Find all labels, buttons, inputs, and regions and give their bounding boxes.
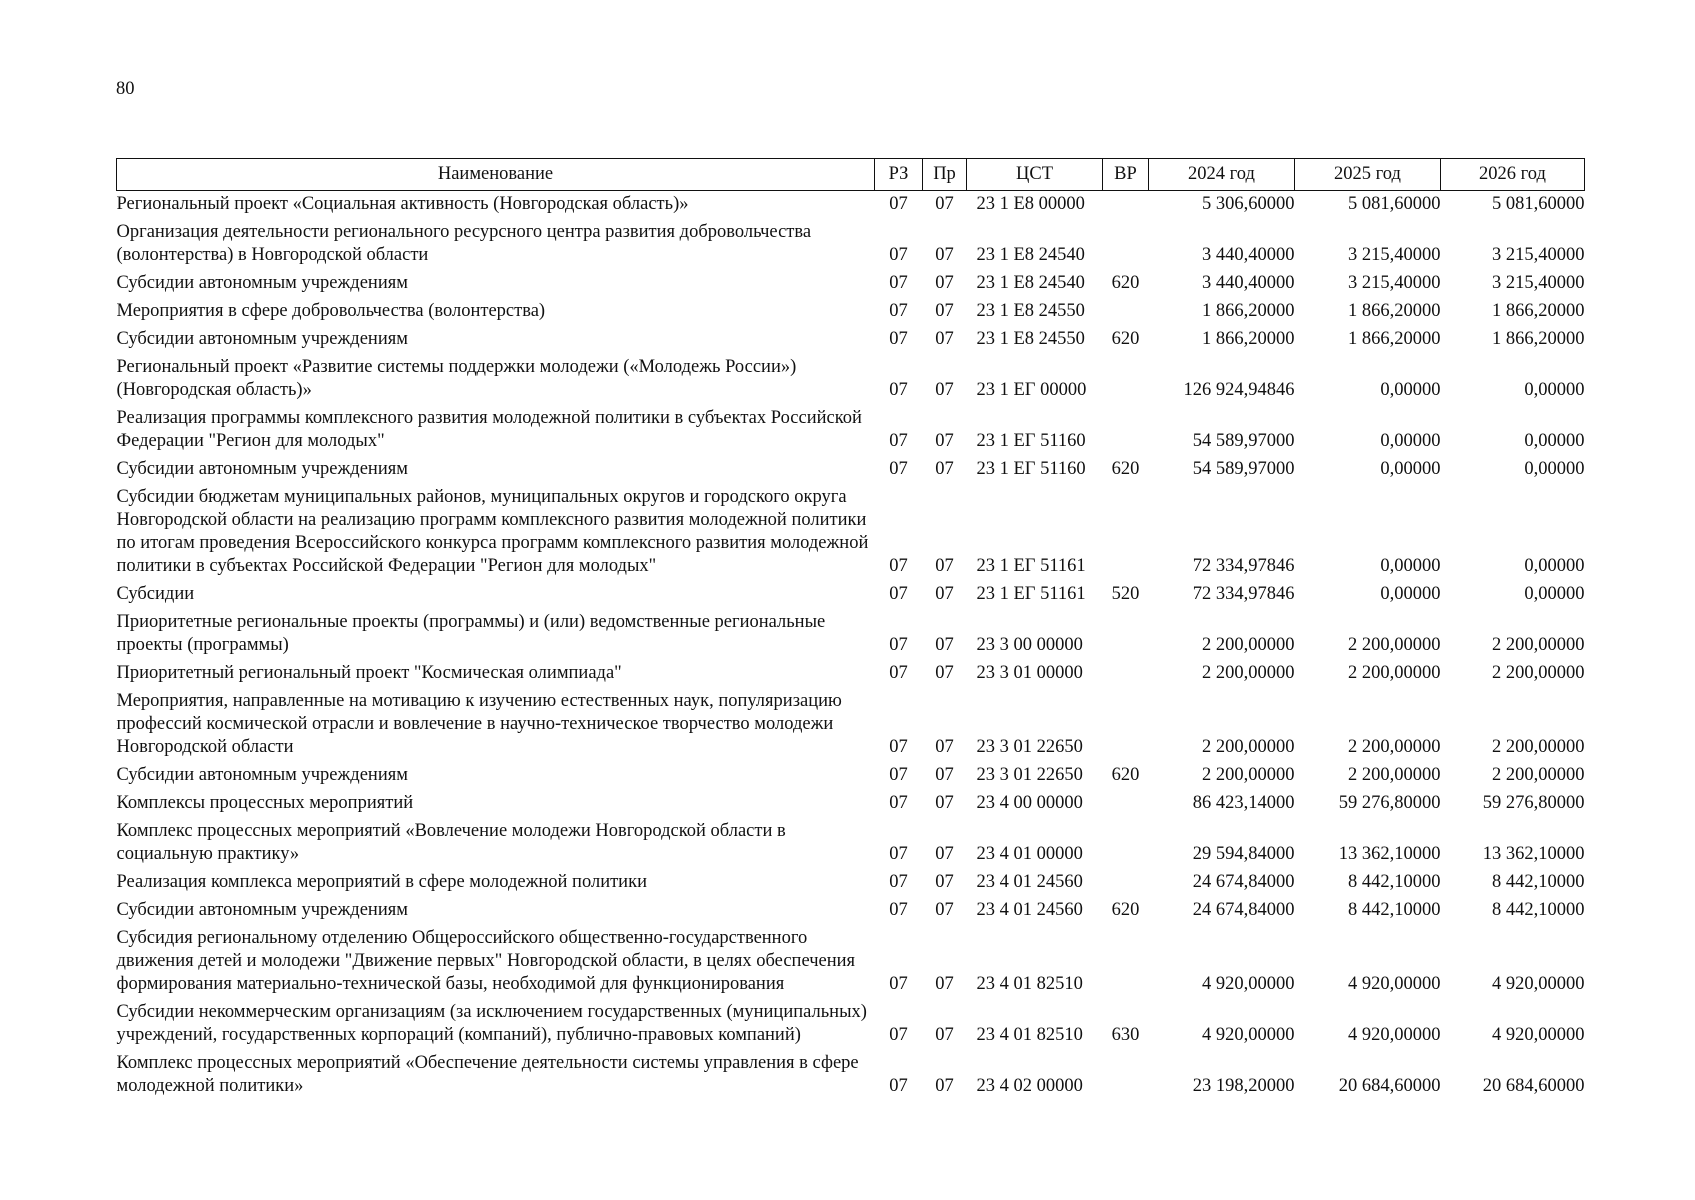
cell-rz: 07 (889, 1025, 908, 1045)
table-row (117, 270, 1585, 298)
table-row (117, 609, 1585, 660)
cell-rz: 07 (889, 1076, 908, 1096)
cell-rz: 07 (889, 245, 908, 265)
cell-2025: 8 442,10000 (1348, 872, 1441, 892)
budget-table (116, 158, 1585, 1101)
cell-name: Реализация комплекса мероприятий в сфере молодежной политики (116, 872, 647, 892)
cell-2024: 86 423,14000 (1192, 793, 1295, 813)
cell-2025: 0,00000 (1380, 431, 1441, 451)
cell-vr (1103, 298, 1149, 326)
cell-cst: 23 1 E8 24550 (976, 301, 1085, 321)
cell-2024: 4 920,00000 (1202, 1025, 1295, 1045)
cell-2024: 72 334,97846 (1192, 556, 1295, 576)
cell-vr: 620 (1111, 459, 1140, 479)
cell-2026: 1 866,20000 (1492, 329, 1585, 349)
header-2025: 2025 год (1295, 159, 1441, 191)
cell-2025: 2 200,00000 (1348, 765, 1441, 785)
cell-rz: 07 (889, 765, 908, 785)
cell-2024: 29 594,84000 (1192, 844, 1295, 864)
cell-name: Организация деятельности регионального ресурсного центра развития добровольчества (волонтерства) в Новгородской области (116, 222, 812, 265)
table-row (117, 191, 1585, 220)
cell-cst: 23 1 E8 24540 (976, 245, 1085, 265)
table-row (117, 897, 1585, 925)
cell-name: Субсидии автономным учреждениям (116, 329, 408, 349)
cell-rz: 07 (889, 556, 908, 576)
cell-cst: 23 1 E8 24540 (976, 273, 1085, 293)
cell-2025: 20 684,60000 (1338, 1076, 1441, 1096)
cell-2024: 4 920,00000 (1202, 974, 1295, 994)
cell-vr (1103, 405, 1149, 456)
header-vr: ВР (1103, 159, 1149, 191)
cell-rz: 07 (889, 844, 908, 864)
cell-2025: 13 362,10000 (1338, 844, 1441, 864)
cell-2024: 54 589,97000 (1192, 459, 1295, 479)
cell-cst: 23 4 01 82510 (976, 974, 1083, 994)
cell-vr: 630 (1111, 1025, 1140, 1045)
cell-2026: 0,00000 (1524, 584, 1585, 604)
table-row (117, 688, 1585, 762)
cell-pr: 07 (935, 765, 954, 785)
cell-2024: 23 198,20000 (1192, 1076, 1295, 1096)
table-row (117, 1050, 1585, 1101)
table-row (117, 999, 1585, 1050)
cell-rz: 07 (889, 380, 908, 400)
cell-vr (1103, 191, 1149, 220)
cell-name: Субсидии бюджетам муниципальных районов, муниципальных округов и городского округа Новгородской области на реализацию программ комплексного развития молодежной политики по итогам проведения Всероссийского конкурса программ комплексного развития молодежной политики в субъектах Российской Федерации "Регион для молодых" (116, 487, 869, 576)
cell-2024: 72 334,97846 (1192, 584, 1295, 604)
cell-cst: 23 3 00 00000 (976, 635, 1083, 655)
cell-cst: 23 4 01 24560 (976, 900, 1083, 920)
cell-pr: 07 (935, 301, 954, 321)
cell-rz: 07 (889, 459, 908, 479)
cell-vr (1103, 354, 1149, 405)
cell-rz: 07 (889, 273, 908, 293)
cell-rz: 07 (889, 194, 908, 214)
cell-2025: 0,00000 (1380, 584, 1441, 604)
cell-name: Мероприятия в сфере добровольчества (волонтерства) (116, 301, 546, 321)
cell-2026: 8 442,10000 (1492, 872, 1585, 892)
cell-vr: 620 (1111, 273, 1140, 293)
cell-vr (1103, 609, 1149, 660)
cell-name: Субсидии автономным учреждениям (116, 273, 408, 293)
cell-2024: 54 589,97000 (1192, 431, 1295, 451)
cell-rz: 07 (889, 329, 908, 349)
cell-name: Приоритетный региональный проект "Космическая олимпиада" (116, 663, 622, 683)
cell-cst: 23 4 01 24560 (976, 872, 1083, 892)
cell-2026: 4 920,00000 (1492, 974, 1585, 994)
cell-cst: 23 1 E8 24550 (976, 329, 1085, 349)
cell-cst: 23 1 EГ 51161 (976, 584, 1086, 604)
header-pr: Пр (923, 159, 967, 191)
cell-pr: 07 (935, 974, 954, 994)
header-rz: РЗ (875, 159, 923, 191)
cell-rz: 07 (889, 900, 908, 920)
table-row (117, 405, 1585, 456)
cell-2024: 1 866,20000 (1202, 301, 1295, 321)
cell-rz: 07 (889, 663, 908, 683)
cell-rz: 07 (889, 301, 908, 321)
cell-name: Региональный проект «Развитие системы поддержки молодежи («Молодежь России») (Новгородская область)» (116, 357, 797, 400)
cell-pr: 07 (935, 663, 954, 683)
cell-name: Мероприятия, направленные на мотивацию к изучению естественных наук, популяризацию профессий космической отрасли и вовлечение в научно-техническое творчество молодежи Новгородской области (116, 691, 842, 757)
cell-name: Комплекс процессных мероприятий «Вовлечение молодежи Новгородской области в социальную практику» (116, 821, 786, 864)
cell-rz: 07 (889, 584, 908, 604)
cell-2024: 5 306,60000 (1202, 194, 1295, 214)
header-2026: 2026 год (1441, 159, 1585, 191)
cell-pr: 07 (935, 793, 954, 813)
cell-2026: 59 276,80000 (1482, 793, 1585, 813)
cell-vr: 620 (1111, 900, 1140, 920)
cell-rz: 07 (889, 737, 908, 757)
table-row (117, 925, 1585, 999)
cell-cst: 23 1 EГ 00000 (976, 380, 1087, 400)
cell-cst: 23 3 01 22650 (976, 737, 1083, 757)
table-row (117, 484, 1585, 581)
cell-2026: 2 200,00000 (1492, 765, 1585, 785)
cell-vr (1103, 688, 1149, 762)
cell-vr (1103, 219, 1149, 270)
cell-pr: 07 (935, 872, 954, 892)
cell-cst: 23 4 02 00000 (976, 1076, 1083, 1096)
cell-2025: 3 215,40000 (1348, 273, 1441, 293)
cell-cst: 23 3 01 00000 (976, 663, 1083, 683)
cell-2025: 4 920,00000 (1348, 1025, 1441, 1045)
cell-name: Субсидии (116, 584, 195, 604)
cell-pr: 07 (935, 1076, 954, 1096)
cell-vr: 520 (1111, 584, 1140, 604)
cell-pr: 07 (935, 584, 954, 604)
cell-vr (1103, 790, 1149, 818)
cell-vr (1103, 660, 1149, 688)
cell-name: Приоритетные региональные проекты (программы) и (или) ведомственные региональные проекты (программы) (116, 612, 826, 655)
cell-2024: 3 440,40000 (1202, 273, 1295, 293)
cell-vr (1103, 1050, 1149, 1101)
table-row (117, 581, 1585, 609)
cell-2025: 0,00000 (1380, 556, 1441, 576)
cell-cst: 23 1 EГ 51161 (976, 556, 1086, 576)
table-row (117, 869, 1585, 897)
cell-2026: 5 081,60000 (1492, 194, 1585, 214)
table-header-row (117, 159, 1585, 191)
header-2024: 2024 год (1149, 159, 1295, 191)
table-row (117, 219, 1585, 270)
cell-cst: 23 1 EГ 51160 (976, 431, 1086, 451)
cell-pr: 07 (935, 245, 954, 265)
cell-vr (1103, 484, 1149, 581)
cell-2026: 4 920,00000 (1492, 1025, 1585, 1045)
header-name: Наименование (117, 159, 875, 191)
cell-pr: 07 (935, 900, 954, 920)
cell-2026: 0,00000 (1524, 459, 1585, 479)
cell-2025: 8 442,10000 (1348, 900, 1441, 920)
cell-vr (1103, 925, 1149, 999)
cell-2024: 2 200,00000 (1202, 737, 1295, 757)
cell-2025: 2 200,00000 (1348, 737, 1441, 757)
cell-2024: 126 924,94846 (1183, 380, 1295, 400)
cell-rz: 07 (889, 974, 908, 994)
cell-2025: 59 276,80000 (1338, 793, 1441, 813)
cell-2025: 2 200,00000 (1348, 663, 1441, 683)
cell-2026: 2 200,00000 (1492, 635, 1585, 655)
cell-2025: 4 920,00000 (1348, 974, 1441, 994)
cell-2025: 0,00000 (1380, 459, 1441, 479)
cell-2024: 1 866,20000 (1202, 329, 1295, 349)
cell-cst: 23 3 01 22650 (976, 765, 1083, 785)
cell-2024: 2 200,00000 (1202, 663, 1295, 683)
cell-pr: 07 (935, 556, 954, 576)
cell-2026: 20 684,60000 (1482, 1076, 1585, 1096)
cell-name: Субсидии некоммерческим организациям (за исключением государственных (муниципальных) учреждений, государственных корпораций (компаний), публично-правовых компаний) (116, 1002, 867, 1045)
cell-2024: 3 440,40000 (1202, 245, 1295, 265)
page-number: 80 (116, 79, 135, 99)
cell-vr: 620 (1111, 329, 1140, 349)
cell-name: Субсидии автономным учреждениям (116, 459, 408, 479)
cell-name: Субсидии автономным учреждениям (116, 900, 408, 920)
cell-pr: 07 (935, 459, 954, 479)
cell-2026: 3 215,40000 (1492, 273, 1585, 293)
cell-vr: 620 (1111, 765, 1140, 785)
table-row (117, 298, 1585, 326)
cell-2026: 0,00000 (1524, 431, 1585, 451)
cell-2026: 13 362,10000 (1482, 844, 1585, 864)
table-row (117, 456, 1585, 484)
cell-pr: 07 (935, 737, 954, 757)
cell-2025: 5 081,60000 (1348, 194, 1441, 214)
cell-name: Субсидия региональному отделению Общероссийского общественно-государственного движения детей и молодежи "Движение первых" Новгородской области, в целях обеспечения формирования материально-технической базы, необходимой для функционирования (116, 928, 856, 994)
cell-2024: 24 674,84000 (1192, 872, 1295, 892)
cell-pr: 07 (935, 273, 954, 293)
cell-vr (1103, 869, 1149, 897)
cell-cst: 23 4 01 00000 (976, 844, 1083, 864)
cell-2026: 2 200,00000 (1492, 737, 1585, 757)
cell-name: Субсидии автономным учреждениям (116, 765, 408, 785)
cell-pr: 07 (935, 194, 954, 214)
cell-2026: 0,00000 (1524, 380, 1585, 400)
table-row (117, 762, 1585, 790)
cell-rz: 07 (889, 635, 908, 655)
cell-pr: 07 (935, 380, 954, 400)
cell-2025: 3 215,40000 (1348, 245, 1441, 265)
cell-vr (1103, 818, 1149, 869)
table-row (117, 790, 1585, 818)
table-body (117, 191, 1585, 1102)
cell-pr: 07 (935, 844, 954, 864)
cell-name: Реализация программы комплексного развития молодежной политики в субъектах Российской Федерации "Регион для молодых" (116, 408, 862, 451)
cell-2026: 8 442,10000 (1492, 900, 1585, 920)
cell-name: Региональный проект «Социальная активность (Новгородская область)» (116, 194, 689, 214)
cell-2025: 0,00000 (1380, 380, 1441, 400)
table-row (117, 326, 1585, 354)
cell-rz: 07 (889, 872, 908, 892)
cell-2024: 2 200,00000 (1202, 765, 1295, 785)
cell-name: Комплекс процессных мероприятий «Обеспечение деятельности системы управления в сфере молодежной политики» (116, 1053, 859, 1096)
cell-2024: 2 200,00000 (1202, 635, 1295, 655)
cell-name: Комплексы процессных мероприятий (116, 793, 414, 813)
table-row (117, 818, 1585, 869)
cell-rz: 07 (889, 793, 908, 813)
cell-cst: 23 4 00 00000 (976, 793, 1083, 813)
table-row (117, 354, 1585, 405)
cell-2025: 1 866,20000 (1348, 301, 1441, 321)
cell-2025: 2 200,00000 (1348, 635, 1441, 655)
table-row (117, 660, 1585, 688)
cell-pr: 07 (935, 635, 954, 655)
cell-rz: 07 (889, 431, 908, 451)
cell-pr: 07 (935, 1025, 954, 1045)
cell-cst: 23 1 EГ 51160 (976, 459, 1086, 479)
cell-pr: 07 (935, 431, 954, 451)
cell-2026: 3 215,40000 (1492, 245, 1585, 265)
cell-2024: 24 674,84000 (1192, 900, 1295, 920)
cell-2025: 1 866,20000 (1348, 329, 1441, 349)
cell-2026: 2 200,00000 (1492, 663, 1585, 683)
cell-pr: 07 (935, 329, 954, 349)
cell-cst: 23 1 E8 00000 (976, 194, 1085, 214)
cell-2026: 1 866,20000 (1492, 301, 1585, 321)
cell-cst: 23 4 01 82510 (976, 1025, 1083, 1045)
header-cst: ЦСТ (967, 159, 1103, 191)
cell-2026: 0,00000 (1524, 556, 1585, 576)
